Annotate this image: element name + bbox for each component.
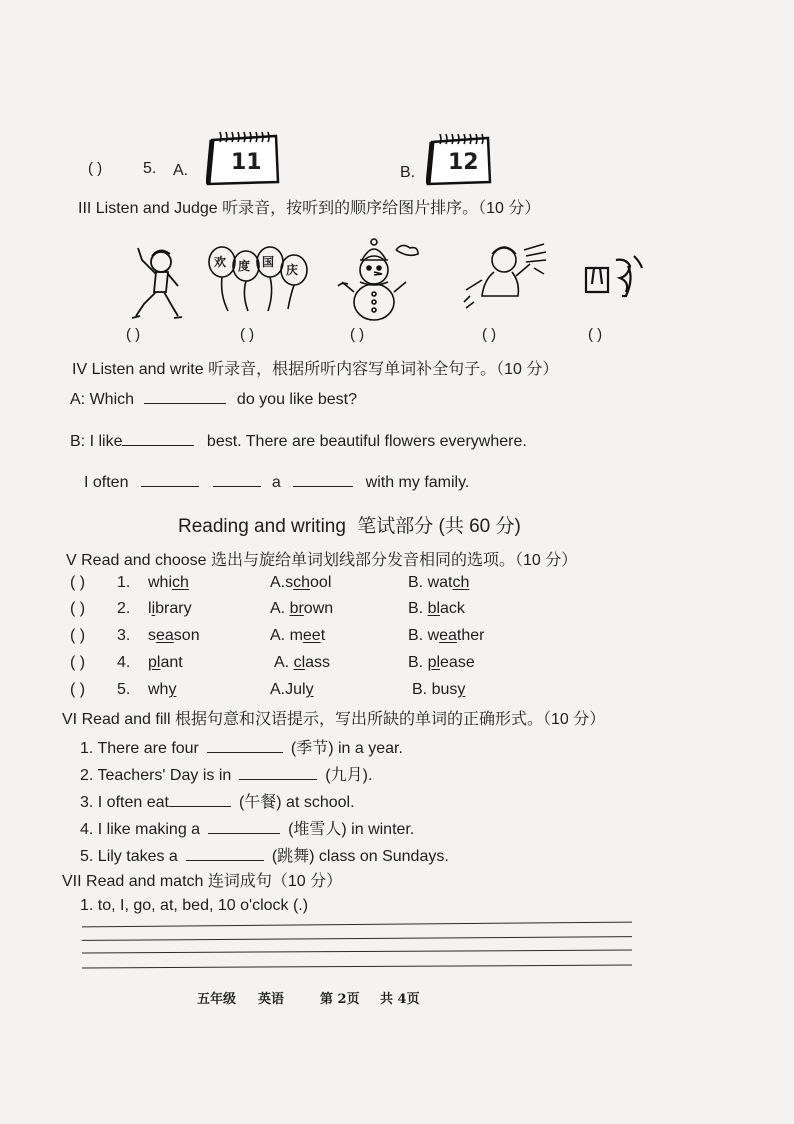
fill-item-text: 4. I like making a xyxy=(80,821,201,838)
item-number: 4. xyxy=(117,654,131,671)
heading-en: Reading and writing xyxy=(178,516,346,537)
kungfu-kid-picture xyxy=(128,240,186,322)
fill-item-hint: (跳舞) class on Sundays. xyxy=(271,848,449,865)
fill-item xyxy=(80,843,449,866)
answer-paren[interactable]: ( ) xyxy=(70,627,86,644)
heading-cn: 笔试部分 (共 60 分) xyxy=(357,516,521,537)
option-a-underlined: y xyxy=(305,681,314,698)
q5-option-b-label: B. xyxy=(400,164,416,181)
option-a-part: A.Jul xyxy=(270,681,306,698)
target-word xyxy=(148,574,189,592)
s4-line-1-end: do you like best? xyxy=(236,391,357,408)
writing-line-4[interactable] xyxy=(82,965,632,969)
q5-option-a-label: A. xyxy=(173,162,189,179)
picture-order-bracket-3[interactable]: ( ) xyxy=(350,326,365,343)
option-a-part: A. xyxy=(274,654,294,671)
option-b-underlined: bl xyxy=(427,600,441,617)
option-b-part: ther xyxy=(456,627,485,644)
s4-line-3 xyxy=(84,472,469,492)
picture-order-bracket-2[interactable]: ( ) xyxy=(240,326,255,343)
s4-blank-3[interactable] xyxy=(141,472,199,487)
option-a-part: ool xyxy=(310,574,332,591)
s4-blank-2[interactable] xyxy=(122,431,194,446)
target-word-underlined: i xyxy=(151,600,156,617)
option-a-underlined: ee xyxy=(302,627,321,644)
target-word-underlined: y xyxy=(168,681,177,698)
option-b-underlined: ch xyxy=(452,574,470,591)
balloon-char-1: 欢 xyxy=(214,255,227,269)
item-number: 3. xyxy=(117,627,131,644)
q5-number: 5. xyxy=(143,160,157,177)
target-word-underlined: ch xyxy=(172,574,189,591)
option-b xyxy=(412,681,465,699)
option-b-part: ack xyxy=(440,600,465,617)
option-a-part: A. m xyxy=(270,627,303,644)
fill-item-text: 5. Lily takes a xyxy=(80,848,178,865)
option-b xyxy=(408,654,475,672)
balloon-char-3: 国 xyxy=(262,255,275,269)
option-a xyxy=(274,654,330,672)
s4-blank-4[interactable] xyxy=(213,472,261,487)
calendar-a-icon xyxy=(206,130,280,186)
target-word-part: wh xyxy=(148,681,169,698)
calendar-b-number: 12 xyxy=(448,150,479,175)
target-word-part: l xyxy=(148,600,152,617)
target-word xyxy=(148,681,176,699)
s4-blank-1[interactable] xyxy=(144,389,226,404)
item-number: 1. xyxy=(117,574,131,591)
writing-line-2[interactable] xyxy=(82,936,632,941)
answer-paren[interactable]: ( ) xyxy=(70,600,86,617)
option-a-underlined: cl xyxy=(293,654,306,671)
target-word-part: ant xyxy=(160,654,183,671)
fill-item-hint: (季节) in a year. xyxy=(290,740,403,757)
calendar-a-number: 11 xyxy=(231,150,262,175)
item-number: 5. xyxy=(117,681,131,698)
option-b-underlined: ea xyxy=(439,627,457,644)
fill-item xyxy=(80,789,355,812)
balloon-char-4: 庆 xyxy=(286,263,299,277)
answer-paren[interactable]: ( ) xyxy=(70,654,86,671)
option-b-part: B. w xyxy=(408,627,440,644)
option-a xyxy=(270,574,331,592)
s4-line-2-end: best. There are beautiful flowers everywhere. xyxy=(206,433,527,450)
target-word xyxy=(148,600,192,618)
fill-blank[interactable] xyxy=(186,846,264,861)
fill-item-text: 3. I often eat xyxy=(80,794,169,811)
target-word-part: s xyxy=(148,627,156,644)
snowman-picture xyxy=(336,236,420,324)
option-a-part: A. xyxy=(270,600,290,617)
option-b-part: B. wat xyxy=(408,574,453,591)
fill-blank[interactable] xyxy=(169,792,231,807)
option-a-part: t xyxy=(320,627,326,644)
s4-line-3-end: with my family. xyxy=(365,474,470,491)
footer-page: 第 2页 xyxy=(320,992,360,1007)
footer-total: 共 4页 xyxy=(380,992,420,1007)
fill-item-hint: (堆雪人) in winter. xyxy=(288,821,415,838)
footer-grade: 五年级 xyxy=(197,992,237,1007)
option-a-underlined: br xyxy=(289,600,304,617)
fill-blank[interactable] xyxy=(239,765,317,780)
fill-blank[interactable] xyxy=(207,738,283,753)
picture-order-bracket-1[interactable]: ( ) xyxy=(126,326,141,343)
option-a-underlined: ch xyxy=(293,574,311,591)
writing-line-1[interactable] xyxy=(82,922,632,928)
s4-line-2 xyxy=(70,431,527,451)
writing-line-3[interactable] xyxy=(82,950,632,954)
fill-item-text: 2. Teachers' Day is in xyxy=(80,767,232,784)
fill-item-hint: (午餐) at school. xyxy=(238,794,355,811)
s4-line-2-start: B: I like xyxy=(70,433,123,450)
option-b-underlined: pl xyxy=(427,654,441,671)
answer-paren[interactable]: ( ) xyxy=(70,681,86,698)
balloon-char-2: 度 xyxy=(238,259,251,273)
option-b-part: B. bus xyxy=(412,681,458,698)
target-word xyxy=(148,654,183,672)
s4-line-3-a: a xyxy=(271,474,281,491)
section-5-title: V Read and choose 选出与旋给单词划线部分发音相同的选项。（10 分） xyxy=(66,552,578,569)
fill-blank[interactable] xyxy=(208,819,280,834)
target-word-underlined: pl xyxy=(148,654,161,671)
reading-writing-heading xyxy=(178,511,521,538)
target-word xyxy=(148,627,200,645)
option-a-part: A.s xyxy=(270,574,294,591)
option-b xyxy=(408,600,465,618)
option-b xyxy=(408,627,485,645)
footer-subject: 英语 xyxy=(258,992,285,1007)
target-word-part: whi xyxy=(148,574,173,591)
fill-item-text: 1. There are four xyxy=(80,740,199,757)
item-number: 2. xyxy=(117,600,131,617)
option-b-part: ease xyxy=(440,654,475,671)
s7-item-1: 1. to, I, go, at, bed, 10 o'clock (.) xyxy=(80,897,309,914)
s4-line-1 xyxy=(70,389,357,409)
option-b-underlined: y xyxy=(457,681,466,698)
s4-line-3-start: I often xyxy=(84,474,129,491)
section-4-title: IV Listen and write 听录音，根据所听内容写单词补全句子。（10 分） xyxy=(72,361,559,378)
target-word-part: brary xyxy=(155,600,192,617)
option-a xyxy=(270,600,333,618)
option-a-part: own xyxy=(303,600,334,617)
fill-item xyxy=(80,762,372,785)
s4-blank-5[interactable] xyxy=(293,472,353,487)
answer-paren[interactable]: ( ) xyxy=(70,574,86,591)
option-a-part: ass xyxy=(305,654,331,671)
fill-item xyxy=(80,816,414,839)
option-b-part: B. xyxy=(408,600,428,617)
picture-order-bracket-5[interactable]: ( ) xyxy=(588,326,603,343)
option-b xyxy=(408,574,469,592)
section-3-title: III Listen and Judge 听录音，按听到的顺序给图片排序。（10 分） xyxy=(78,200,541,217)
option-a xyxy=(270,627,325,645)
fill-item-hint: (九月). xyxy=(325,767,373,784)
brushwork-picture xyxy=(582,252,646,304)
calendar-b-icon xyxy=(426,132,492,186)
fill-item xyxy=(80,735,403,758)
s4-line-1-start: A: Which xyxy=(70,391,135,408)
target-word-underlined: ea xyxy=(156,627,174,644)
target-word-part: son xyxy=(173,627,200,644)
option-a xyxy=(270,681,314,699)
picture-order-bracket-4[interactable]: ( ) xyxy=(482,326,497,343)
section-7-title: VII Read and match 连词成句（10 分） xyxy=(62,873,343,890)
q5-answer-paren[interactable]: ( ) xyxy=(88,160,103,177)
section-6-title: VI Read and fill 根据句意和汉语提示，写出所缺的单词的正确形式。（10 分） xyxy=(62,711,606,728)
balloons-picture xyxy=(206,244,314,316)
singing-boy-picture xyxy=(460,240,550,310)
option-b-part: B. xyxy=(408,654,428,671)
